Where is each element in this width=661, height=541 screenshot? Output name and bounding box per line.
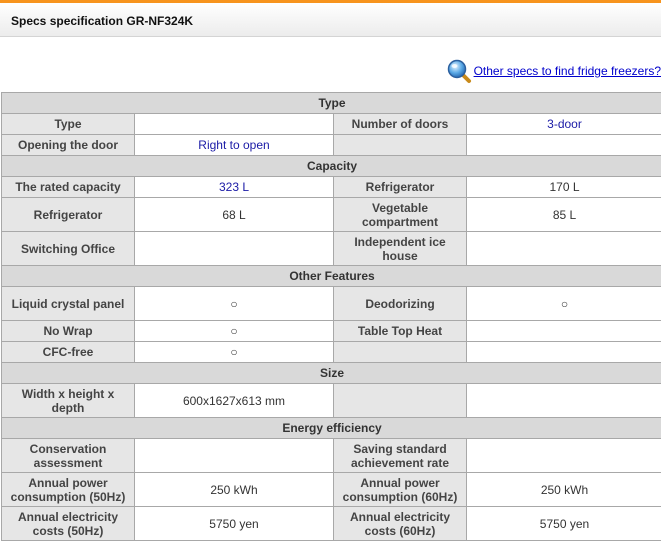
spec-value — [135, 439, 334, 473]
spec-label: Vegetable compartment — [334, 198, 467, 232]
spec-row — [2, 507, 661, 541]
spec-row — [2, 232, 661, 266]
spec-value — [135, 114, 334, 135]
spec-value — [135, 232, 334, 266]
spec-value: 170 L — [467, 177, 661, 198]
spec-label: Liquid crystal panel — [2, 287, 135, 321]
section-header: Other Features — [2, 266, 661, 287]
spec-label: Number of doors — [334, 114, 467, 135]
section-header-row — [2, 93, 661, 114]
section-header-row — [2, 266, 661, 287]
spec-value — [467, 232, 661, 266]
spec-label: Annual power consumption (50Hz) — [2, 473, 135, 507]
section-header: Capacity — [2, 156, 661, 177]
spec-label: Conservation assessment — [2, 439, 135, 473]
spec-row — [2, 177, 661, 198]
spec-label: Annual electricity costs (50Hz) — [2, 507, 135, 541]
spec-row — [2, 473, 661, 507]
spec-table — [1, 92, 661, 541]
section-header: Energy efficiency — [2, 418, 661, 439]
spec-row — [2, 342, 661, 363]
spec-value: 5750 yen — [467, 507, 661, 541]
spec-label: Refrigerator — [334, 177, 467, 198]
spec-label: Table Top Heat — [334, 321, 467, 342]
section-header-row — [2, 363, 661, 384]
spec-value — [467, 342, 661, 363]
page-title: Specs specification GR-NF324K — [11, 14, 193, 28]
title-bar — [0, 0, 661, 37]
spec-value: ○ — [467, 287, 661, 321]
spec-value: Right to open — [135, 135, 334, 156]
spec-row — [2, 198, 661, 232]
spec-row — [2, 439, 661, 473]
spec-value: 250 kWh — [135, 473, 334, 507]
spec-label: Switching Office — [2, 232, 135, 266]
spec-row — [2, 287, 661, 321]
spec-label — [334, 135, 467, 156]
spec-label: Saving standard achievement rate — [334, 439, 467, 473]
spec-label: Opening the door — [2, 135, 135, 156]
spec-value — [467, 321, 661, 342]
spec-label — [334, 342, 467, 363]
spec-value — [467, 384, 661, 418]
spec-value: 600x1627x613 mm — [135, 384, 334, 418]
spec-value: 250 kWh — [467, 473, 661, 507]
spec-label: Independent ice house — [334, 232, 467, 266]
spec-value: 85 L — [467, 198, 661, 232]
spec-label: Refrigerator — [2, 198, 135, 232]
spec-label: The rated capacity — [2, 177, 135, 198]
section-header-row — [2, 418, 661, 439]
spec-value — [467, 135, 661, 156]
spec-label: Deodorizing — [334, 287, 467, 321]
spec-label: Width x height x depth — [2, 384, 135, 418]
spec-row — [2, 321, 661, 342]
spec-value: ○ — [135, 321, 334, 342]
spec-value: 3-door — [467, 114, 661, 135]
spec-value: 68 L — [135, 198, 334, 232]
section-header: Size — [2, 363, 661, 384]
spec-label: No Wrap — [2, 321, 135, 342]
spec-value: ○ — [135, 287, 334, 321]
other-specs-link[interactable]: Other specs to find fridge freezers? — [474, 64, 661, 78]
section-header: Type — [2, 93, 661, 114]
magnifier-icon[interactable] — [446, 58, 472, 84]
spec-label: CFC-free — [2, 342, 135, 363]
spec-value: 5750 yen — [135, 507, 334, 541]
spec-row — [2, 384, 661, 418]
spec-value — [467, 439, 661, 473]
section-header-row — [2, 156, 661, 177]
spec-value: 323 L — [135, 177, 334, 198]
spec-value: ○ — [135, 342, 334, 363]
spec-row — [2, 135, 661, 156]
spec-label — [334, 384, 467, 418]
spec-label: Annual power consumption (60Hz) — [334, 473, 467, 507]
other-specs-link-area[interactable] — [446, 58, 661, 84]
spec-label: Annual electricity costs (60Hz) — [334, 507, 467, 541]
spec-row — [2, 114, 661, 135]
spec-label: Type — [2, 114, 135, 135]
